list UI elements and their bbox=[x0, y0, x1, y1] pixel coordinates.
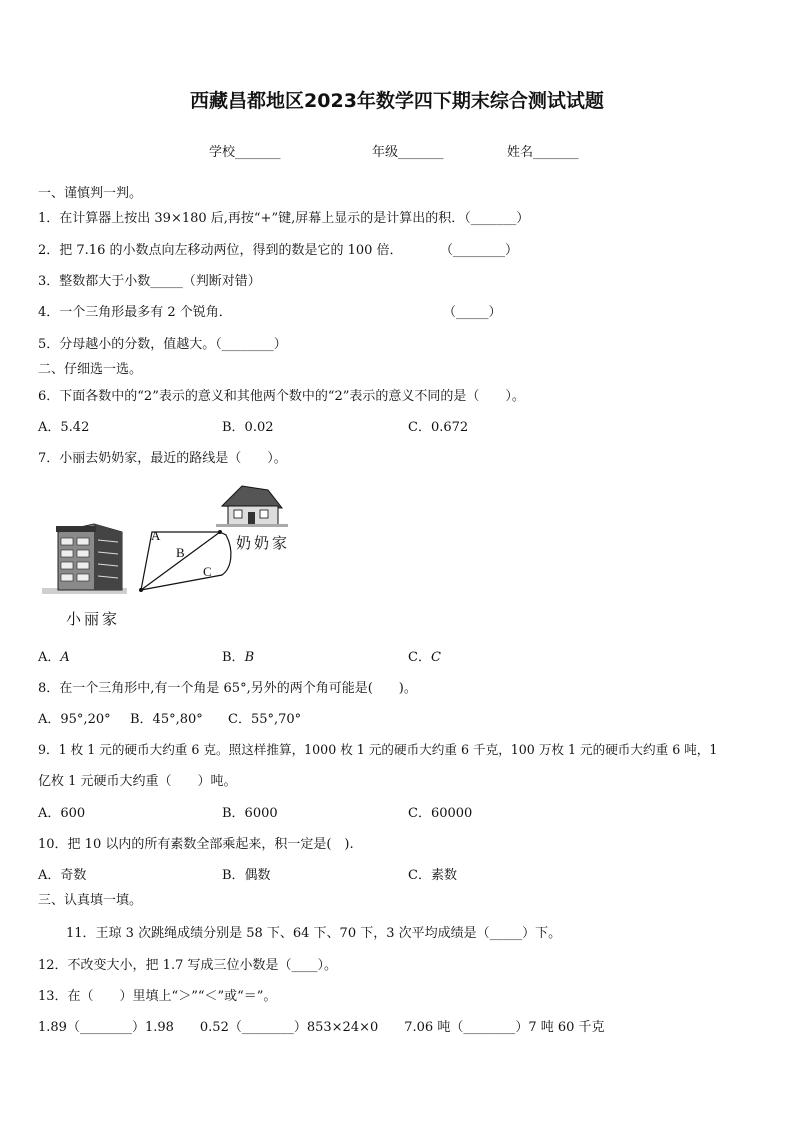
grandma-home-label: 奶奶家 bbox=[236, 534, 291, 552]
path-label-a: A bbox=[151, 528, 161, 543]
section-2-heading: 二、仔细选一选。 bbox=[38, 362, 143, 377]
question-6: 6．下面各数中的“2”表示的意义和其他两个数中的“2”表示的意义不同的是（ ）。 bbox=[38, 389, 525, 404]
question-9-line-2: 亿枚 1 元硬币大约重（ ）吨。 bbox=[38, 774, 237, 789]
school-field: 学校_______ bbox=[209, 145, 281, 160]
question-10: 10．把 10 以内的所有素数全部乘起来，积一定是( ). bbox=[38, 837, 354, 852]
apartment-building-icon bbox=[42, 524, 127, 594]
section-1-heading: 一、谨慎判一判。 bbox=[38, 186, 143, 201]
question-8: 8．在一个三角形中,有一个角是 65°,另外的两个角可能是( )。 bbox=[38, 681, 417, 696]
question-12: 12．不改变大小，把 1.7 写成三位小数是（____）。 bbox=[38, 958, 337, 973]
q8-option-b: B．45°,80° bbox=[130, 712, 203, 727]
q7-option-c: C．C bbox=[408, 650, 441, 665]
q7-option-a: A．A bbox=[38, 650, 70, 665]
question-9-line-1: 9．1 枚 1 元的硬币大约重 6 克。照这样推算，1000 枚 1 元的硬币大约重 6 千克，100 万枚 1 元的硬币大约重 6 吨，1 bbox=[38, 742, 718, 757]
question-3: 3．整数都大于小数_____（判断对错） bbox=[38, 274, 261, 289]
grade-field: 年级_______ bbox=[372, 145, 444, 160]
page-title: 西藏昌都地区2023年数学四下期末综合测试试题 bbox=[190, 90, 604, 112]
q8-option-a: A．95°,20° bbox=[38, 712, 111, 727]
q10-option-c: C．素数 bbox=[408, 868, 457, 883]
question-5: 5．分母越小的分数，值越大。（________） bbox=[38, 337, 287, 352]
question-4-blank: （_____） bbox=[443, 305, 502, 320]
question-4: 4．一个三角形最多有 2 个锐角． bbox=[38, 305, 232, 320]
q7-option-b: B．B bbox=[222, 650, 255, 665]
question-1: 1．在计算器上按出 39×180 后,再按“+”键,屏幕上显示的是计算出的积．（_______） bbox=[38, 211, 530, 226]
question-13-items: 1.89（________）1.98 0.52（________）853×24×0 7.06 吨（________）7 吨 60 千克 bbox=[38, 1020, 605, 1035]
q9-option-c: C．60000 bbox=[408, 806, 473, 821]
q10-option-a: A．奇数 bbox=[38, 868, 87, 883]
path-label-b: B bbox=[176, 545, 185, 560]
q9-option-a: A．600 bbox=[38, 806, 86, 821]
question-13: 13．在（ ）里填上“＞”“＜”或“＝”。 bbox=[38, 989, 277, 1004]
q6-option-a: A．5.42 bbox=[38, 420, 90, 435]
route-figure bbox=[36, 480, 336, 640]
house-icon bbox=[216, 486, 288, 527]
path-label-c: C bbox=[203, 564, 212, 579]
name-field: 姓名_______ bbox=[507, 145, 579, 160]
question-7: 7．小丽去奶奶家，最近的路线是（ ）。 bbox=[38, 451, 287, 466]
section-3-heading: 三、认真填一填。 bbox=[38, 893, 143, 908]
xiaoli-home-label: 小丽家 bbox=[66, 610, 121, 628]
q6-option-c: C．0.672 bbox=[408, 420, 469, 435]
question-2-blank: （________） bbox=[440, 243, 519, 258]
q9-option-b: B．6000 bbox=[222, 806, 278, 821]
q10-option-b: B．偶数 bbox=[222, 868, 271, 883]
question-11: 11．王琼 3 次跳绳成绩分别是 58 下、64 下、70 下，3 次平均成绩是（_____）下。 bbox=[66, 926, 562, 941]
q8-option-c: C．55°,70° bbox=[228, 712, 302, 727]
q6-option-b: B．0.02 bbox=[222, 420, 274, 435]
question-2: 2．把 7.16 的小数点向左移动两位，得到的数是它的 100 倍． bbox=[38, 243, 403, 258]
